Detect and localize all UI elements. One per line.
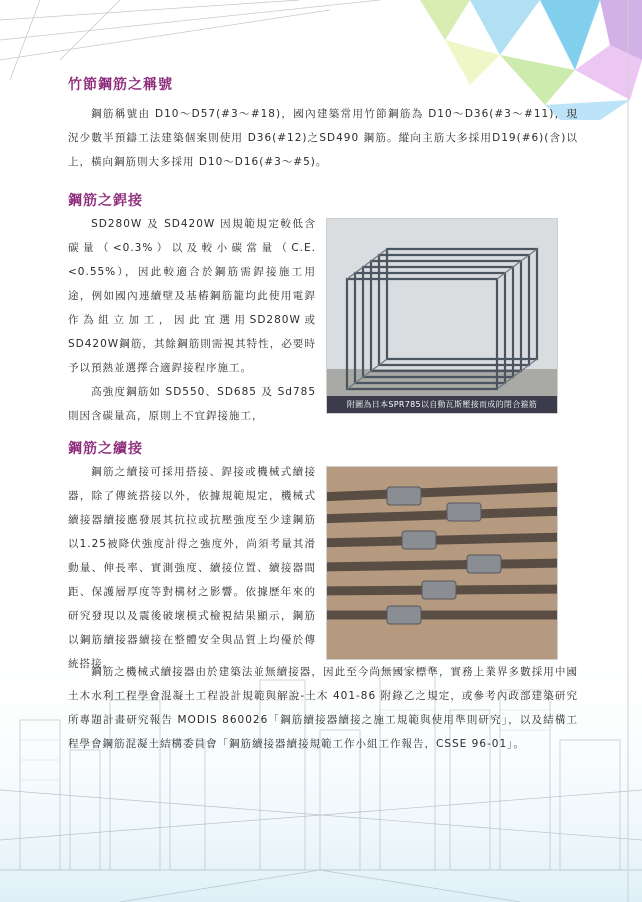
splicing-continued-text — [68, 660, 578, 756]
section-rebar-welding — [68, 190, 578, 210]
mechanical-coupler-photo — [326, 466, 558, 660]
rebar-stirrup-illustration — [327, 219, 557, 413]
section-paragraph: 鋼筋之機械式續接器由於建築法並無續接器，因此至今尚無國家標準，實務上業界多數採用中國土木水利工程學會混凝土工程設計規範與解說-土木 401-86 附錄乙之規定，或參考內政部建築研究所專題計畫研究報告 MODIS 860026「鋼筋續接器續接之施工規範與使用準則研究」，以及結構工程學會鋼筋混凝土結構委員會「鋼筋續接器續接規範工作小組工作報告，CSSE 96-01」。 — [68, 666, 578, 750]
section-heading: 鋼筋之銲接 — [68, 193, 143, 209]
section-paragraph: 高強度鋼筋如 SD550、SD685 及 Sd785則因含碳量高，原則上不宜銲接施工， — [68, 386, 316, 422]
section-paragraph: SD280W 及 SD420W 因規範規定較低含碳量（<0.3%）以及較小碳當量（C.E.<0.55%），因此較適合於鋼筋需銲接施工用途，例如國內連續壁及基樁鋼筋籠均此使用電銲作為組立加工，因此宜選用SD280W或SD420W鋼筋，其餘鋼筋則需視其特性，必要時予以預熱並選擇合適銲接程序施工。 — [68, 218, 316, 374]
section-paragraph: 鋼筋之續接可採用搭接、銲接或機械式續接器，除了傳統搭接以外，依據規範規定，機械式續接器續接應發展其抗拉或抗壓強度至少達鋼筋以1.25被降伏強度計得之強度外，尚須考量其滑動量、伸長率、實測強度、續接位置、續接器間距、保護層厚度等對構材之影響。依據歷年來的研究發現以及震後破壞模式檢視結果顯示，鋼筋以鋼筋續接器續接在整體安全與品質上均優於傳統搭接。 — [68, 466, 316, 670]
section-paragraph: 鋼筋稱號由 D10～D57(#3～#18)，國內建築常用竹節鋼筋為 D10～D36(#3～#11)，現況少數半預鑄工法建築個案則使用 D36(#12)之SD490 鋼筋。縱向主筋大多採用D19(#6)(含)以上，橫向鋼筋則大多採用 D10～D16(#3～#5)。 — [68, 108, 578, 168]
section-heading: 竹節鋼筋之稱號 — [68, 77, 173, 93]
closed-stirrup-photo — [326, 218, 558, 414]
rebar-coupler-illustration — [327, 467, 557, 659]
section-rebar-splicing — [68, 438, 578, 458]
section-heading: 鋼筋之續接 — [68, 441, 143, 457]
splicing-text-column — [68, 460, 316, 676]
photo-caption: 附圖為日本SPR785以自動瓦斯壓接而成的閉合箍筋 — [327, 396, 557, 413]
section-rebar-designation — [68, 74, 578, 174]
welding-text-column — [68, 212, 316, 428]
